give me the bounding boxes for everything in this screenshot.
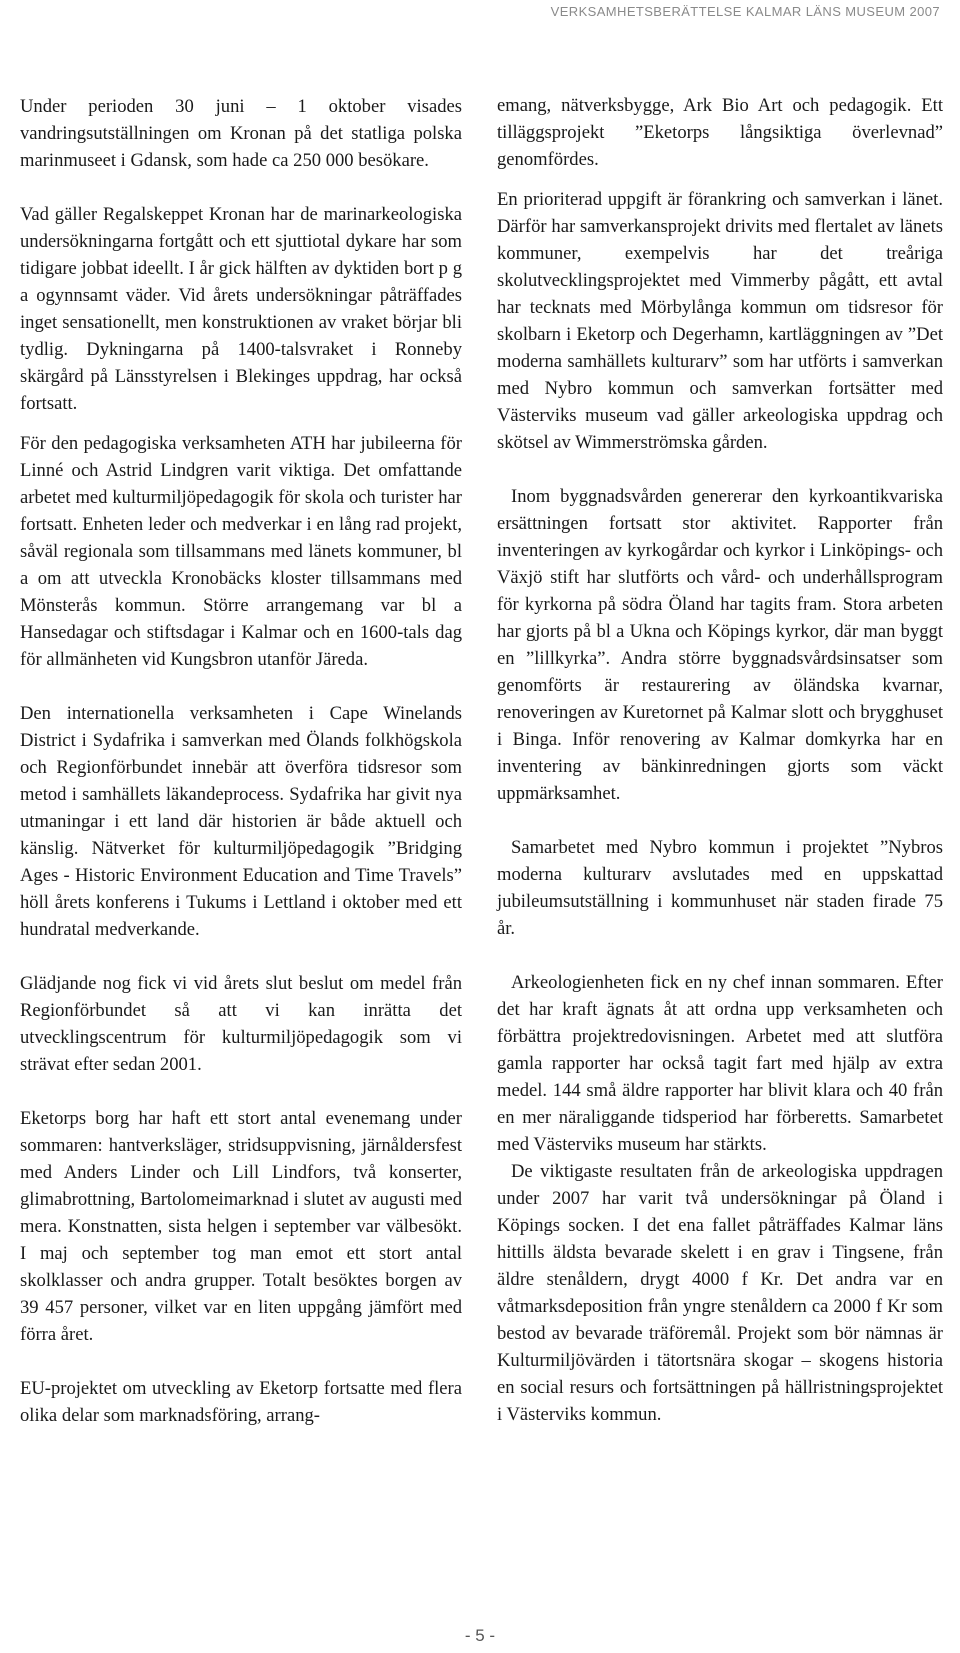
paragraph-eu-project-continued: emang, nätverksbygge, Ark Bio Art och pedagogik. Ett tilläggsprojekt ”Eketorps långsiktiga överlevnad” genomfördes. [497, 95, 943, 170]
paragraph-pedagogy-ath: För den pedagogiska verksamheten ATH har jubileerna för Linné och Astrid Lindgren varit viktiga. Det omfattande arbetet med kulturmiljöpedagogik för skola och turister har fortsatt. Enheten leder och medverkar i en lång rad projekt, såväl regionala som tillsammans med länets kommuner, bl a om att utveckla Kronobäcks kloster tillsammans med Mönsterås kommun. Större arrangemang var bl a Hansedagar och stiftsdagar i Kalmar och en 1600-tals dag för allmänheten vid Kungsbron utanför Järeda. [20, 433, 462, 670]
paragraph-eu-project: EU-projektet om utveckling av Eketorp fortsatte med flera olika delar som marknadsföring, arrang- [20, 1378, 462, 1426]
paragraph-international-work: Den internationella verksamheten i Cape Winelands District i Sydafrika i samverkan med Ölands folkhögskola och Regionförbundet innebär att överföra tidsresor som metod i samhällets läkandeprocess. Sydafrika har givit nya utmaningar i ett land där historien är både aktuell och känslig. Nätverket för kulturmiljöpedagogik ”Bridging Ages - Historic Environment Education and Time Travels” höll årets konferens i Tukums i Lettland i oktober med ett hundratal medverkande. [20, 703, 462, 940]
paragraph-kronan-exhibition: Under perioden 30 juni – 1 oktober visades vandringsutställningen om Kronan på det statliga polska marinmuseet i Gdansk, som hade ca 250 000 besökare. [20, 96, 462, 171]
left-column [20, 93, 462, 1429]
page-number: - 5 - [464, 1626, 496, 1645]
paragraph-nybro-cooperation: Samarbetet med Nybro kommun i projektet ”Nybros moderna kulturarv avslutades med en uppskattad jubileumsutställning i kommunhuset när staden firade 75 år. [497, 837, 943, 939]
paragraph-building-conservation: Inom byggnadsvården genererar den kyrkoantikvariska ersättningen fortsatt stor aktivitet. Rapporter från inventeringen av kyrkogårdar och kyrkor i Linköpings- och Växjö stift har slutförts och vård- och underhållsprogram för kyrkorna på södra Öland har tagits fram. Stora arbeten har gjorts på bl a Ukna och Köpings kyrkor, där man byggt en ”lillkyrka”. Andra större byggnadsvårdsinsatser som genomförts är restaurering av öländska kvarnar, renoveringen av Kuretornet på Kalmar slott och brygghuset i Binga. Inför renovering av Kalmar domkyrka har en inventering av bänkinredningen gjorts som väckt uppmärksamhet. [497, 486, 943, 804]
right-column [497, 92, 943, 1428]
paragraph-archaeology-results: De viktigaste resultaten från de arkeologiska uppdragen under 2007 har varit två undersökningar på Öland i Köpings socken. I det ena fallet påträffades Kalmar läns hittills äldsta bevarade skelett i en grav i Tingsene, från äldre stenåldern, drygt 4000 f Kr. Det andra var en våtmarksdeposition från yngre stenåldern ca 2000 f Kr som bestod av bevarade träföremål. Projekt som bör nämnas är Kulturmiljövärden i tätortsnära skogar – skogens historia en social resurs och fortsättningen på hällristningsprojektet i Västerviks kommun. [497, 1161, 943, 1425]
paragraph-eketorps-borg: Eketorps borg har haft ett stort antal evenemang under sommaren: hantverksläger, stridsuppvisning, järnåldersfest med Anders Linder och Lill Lindfors, två konserter, glimabrottning, Bartolomeimarknad i slutet av augusti med mera. Konstnatten, sista helgen i september var välbesökt. I maj och september tog man emot ett stort antal skolklasser och andra grupper. Totalt besöktes borgen av 39 457 personer, vilket var en liten uppgång jämfört med förra året. [20, 1108, 462, 1345]
paragraph-regional-cooperation: En prioriterad uppgift är förankring och samverkan i länet. Därför har samverkansprojekt drivits med flertalet av länets kommuner, exempelvis har det treåriga skolutvecklingsprojektet med Vimmerby pågått, ett avtal har tecknats med Mörbylånga kommun om tidsresor för skolbarn i Eketorp och Degerhamn, kartläggningen av ”Det moderna samhällets kulturarv” som har utförts i samverkan med Nybro kommun och samverkan fortsätter med Västerviks museum vad gäller arkeologiska uppdrag och skötsel av Wimmerströmska gården. [497, 189, 943, 453]
paragraph-archaeology-unit: Arkeologienheten fick en ny chef innan sommaren. Efter det har kraft ägnats åt att ordna upp verksamheten och förbättra projektredovisningen. Arbetet med att slutföra gamla rapporter har också tagit fart med hjälp av extra medel. 144 små äldre rapporter har blivit klara och 40 från en mer näraliggande tidsperiod har förberetts. Samarbetet med Västerviks museum har stärkts. [497, 972, 943, 1155]
paragraph-regalskeppet-kronan: Vad gäller Regalskeppet Kronan har de marinarkeologiska undersökningarna fortgått och ett sjuttiotal dykare har som tidigare jobbat ideellt. I år gick hälften av dyktiden bort p g a ogynnsamt väder. Vid årets undersökningar påträffades inget sensationellt, men konstruktionen av vraket börjar bli tydlig. Dykningarna på 1400-talsvraket i Ronneby skärgård på Länsstyrelsen i Blekinges uppdrag, har också fortsatt. [20, 204, 462, 414]
paragraph-regional-funding: Glädjande nog fick vi vid årets slut beslut om medel från Regionförbundet så att vi kan inrätta det utvecklingscentrum för kulturmiljöpedagogik som vi strävat efter sedan 2001. [20, 973, 462, 1075]
running-header: VERKSAMHETSBERÄTTELSE KALMAR LÄNS MUSEUM 2007 [550, 4, 940, 19]
